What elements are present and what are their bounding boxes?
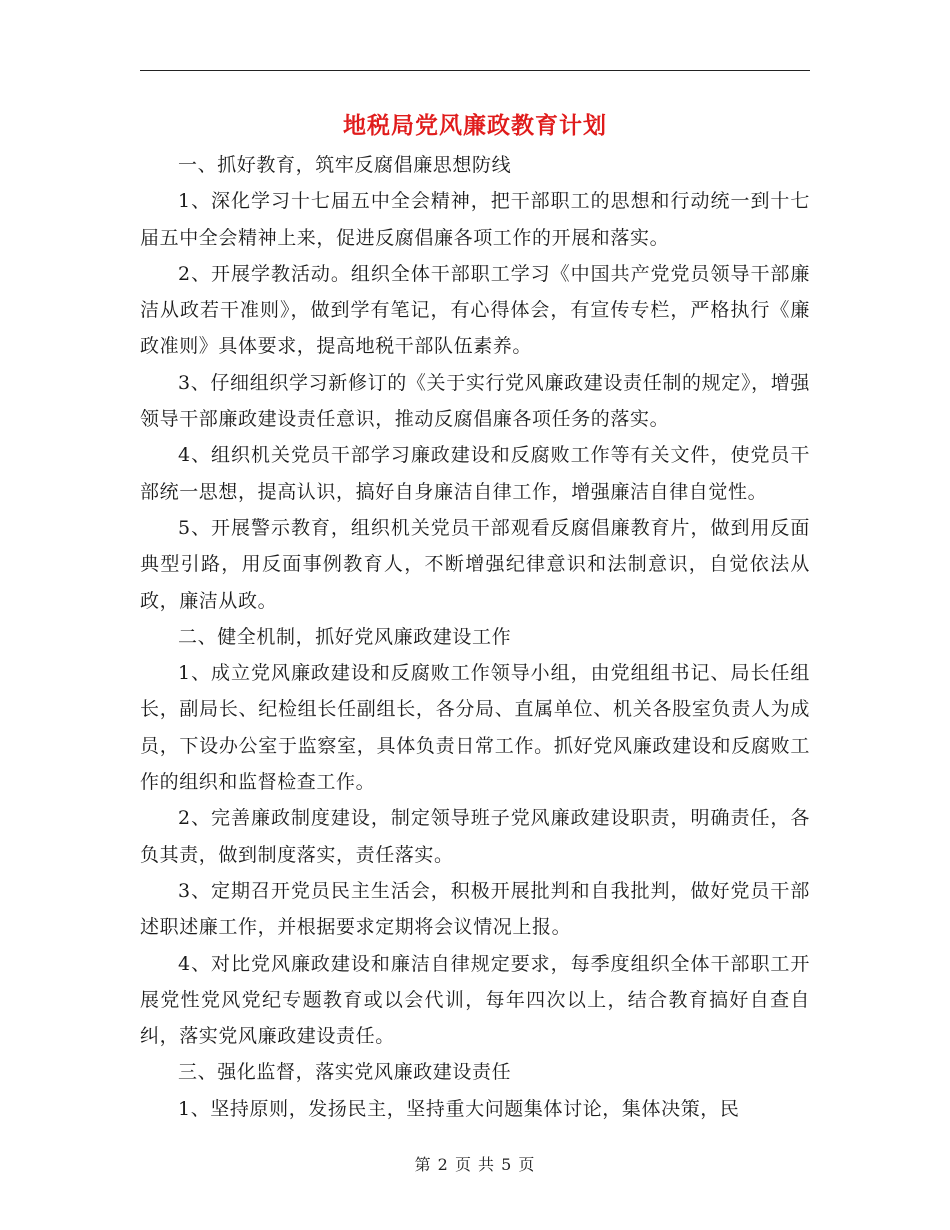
- document-body: [140, 147, 810, 1127]
- paragraph: 3、仔细组织学习新修订的《关于实行党风廉政建设责任制的规定》，增强领导干部廉政建设责任意识，推动反腐倡廉各项任务的落实。: [140, 371, 810, 431]
- paragraph: 5、开展警示教育，组织机关党员干部观看反腐倡廉教育片，做到用反面典型引路，用反面事例教育人，不断增强纪律意识和法制意识，自觉依法从政，廉洁从政。: [140, 516, 810, 612]
- paragraph: 1、成立党风廉政建设和反腐败工作领导小组，由党组组书记、局长任组长，副局长、纪检组长任副组长，各分局、直属单位、机关各股室负责人为成员，下设办公室于监察室，具体负责日常工作。抓好党风廉政建设和反腐败工作的组织和监督检查工作。: [140, 662, 810, 794]
- paragraph: 1、深化学习十七届五中全会精神，把干部职工的思想和行动统一到十七届五中全会精神上来，促进反腐倡廉各项工作的开展和落实。: [140, 190, 810, 249]
- section-heading-3: 三、强化监督，落实党风廉政建设责任: [178, 1061, 512, 1084]
- paragraph: 2、完善廉政制度建设，制定领导班子党风廉政建设职责，明确责任，各负其责，做到制度落实，责任落实。: [140, 807, 810, 866]
- section-heading-2: 二、健全机制，抓好党风廉政建设工作: [178, 625, 512, 648]
- paragraph: 3、定期召开党员民主生活会，积极开展批判和自我批判，做好党员干部述职述廉工作，并根据要求定期将会议情况上报。: [140, 879, 810, 939]
- paragraph: 4、对比党风廉政建设和廉洁自律规定要求，每季度组织全体干部职工开展党性党风党纪专题教育或以会代训，每年四次以上，结合教育搞好自查自纠，落实党风廉政建设责任。: [140, 952, 810, 1048]
- document-title: 地税局党风廉政教育计划: [343, 112, 607, 139]
- section-heading-1: 一、抓好教育，筑牢反腐倡廉思想防线: [178, 154, 512, 176]
- header-rule: [140, 70, 810, 71]
- page-number: 第 2 页 共 5 页: [414, 1155, 536, 1174]
- paragraph: 4、组织机关党员干部学习廉政建设和反腐败工作等有关文件，使党员干部统一思想，提高认识，搞好自身廉洁自律工作，增强廉洁自律自觉性。: [140, 444, 810, 503]
- paragraph: 2、开展学教活动。组织全体干部职工学习《中国共产党党员领导干部廉洁从政若干准则》，做到学有笔记，有心得体会，有宣传专栏，严格执行《廉政准则》具体要求，提高地税干部队伍素养。: [140, 262, 810, 358]
- paragraph: 1、坚持原则，发扬民主，坚持重大问题集体讨论，集体决策，民: [178, 1097, 740, 1120]
